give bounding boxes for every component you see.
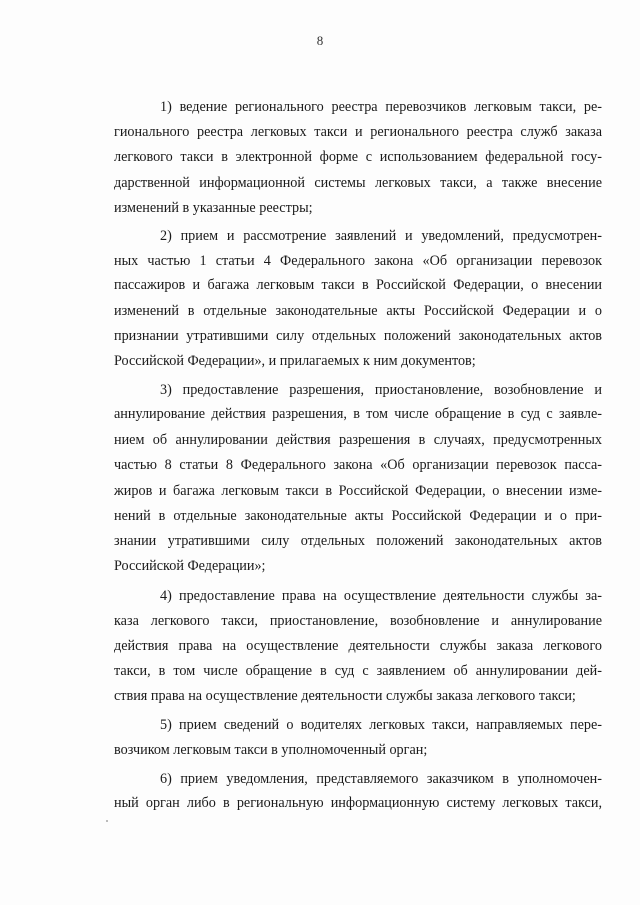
text-line: жиров и багажа легковым такси в Российской Федерации, о внесении изме- bbox=[114, 483, 602, 499]
text-line: изменений в отдельные законодательные акты Российской Федерации и о bbox=[114, 303, 602, 319]
paragraph-first-line: 3) предоставление разрешения, приостановление, возобновление и bbox=[160, 382, 602, 398]
scan-speck bbox=[106, 820, 108, 822]
text-line: нений в отдельные законодательные акты Российской Федерации и о при- bbox=[114, 508, 602, 524]
text-line: действия права на осуществление деятельности службы заказа легкового bbox=[114, 638, 602, 654]
paragraph-first-line: 1) ведение регионального реестра перевозчиков легковым такси, ре- bbox=[160, 99, 602, 115]
text-line: изменений в указанные реестры; bbox=[114, 200, 313, 216]
text-line: каза легкового такси, приостановление, возобновление и аннулирование bbox=[114, 613, 602, 629]
text-line: аннулирование действия разрешения, в том числе обращение в суд с заявле- bbox=[114, 406, 602, 422]
paragraph-first-line: 4) предоставление права на осуществление деятельности службы за- bbox=[160, 588, 602, 604]
text-line: ных частью 1 статьи 4 Федерального закона «Об организации перевозок bbox=[114, 253, 602, 269]
paragraph-first-line: 2) прием и рассмотрение заявлений и уведомлений, предусмотрен- bbox=[160, 228, 602, 244]
text-line: признании утратившими силу отдельных положений законодательных актов bbox=[114, 328, 602, 344]
text-line: Российской Федерации»; bbox=[114, 558, 266, 574]
text-line: пассажиров и багажа легковым такси в Российской Федерации, о внесении bbox=[114, 277, 602, 293]
paragraph-first-line: 5) прием сведений о водителях легковых такси, направляемых пере- bbox=[160, 717, 602, 733]
text-line: дарственной информационной системы легковых такси, а также внесение bbox=[114, 175, 602, 191]
paragraph-first-line: 6) прием уведомления, представляемого заказчиком в уполномочен- bbox=[160, 771, 602, 787]
text-line: Российской Федерации», и прилагаемых к ним документов; bbox=[114, 353, 476, 369]
page-number: 8 bbox=[316, 33, 324, 48]
text-line: легкового такси в электронной форме с использованием федеральной госу- bbox=[114, 149, 602, 165]
text-line: знании утратившими силу отдельных положений законодательных актов bbox=[114, 533, 602, 549]
text-line: такси, в том числе обращение в суд с заявлением об аннулировании дей- bbox=[114, 663, 602, 679]
text-line: возчиком легковым такси в уполномоченный орган; bbox=[114, 742, 428, 758]
text-line: гионального реестра легковых такси и регионального реестра служб заказа bbox=[114, 124, 602, 140]
text-line: нием об аннулировании действия разрешения в случаях, предусмотренных bbox=[114, 432, 602, 448]
text-line: ный орган либо в региональную информационную систему легковых такси, bbox=[114, 795, 602, 811]
text-line: ствия права на осуществление деятельности службы заказа легкового такси; bbox=[114, 688, 576, 704]
text-line: частью 8 статьи 8 Федерального закона «Об организации перевозок пасса- bbox=[114, 457, 602, 473]
